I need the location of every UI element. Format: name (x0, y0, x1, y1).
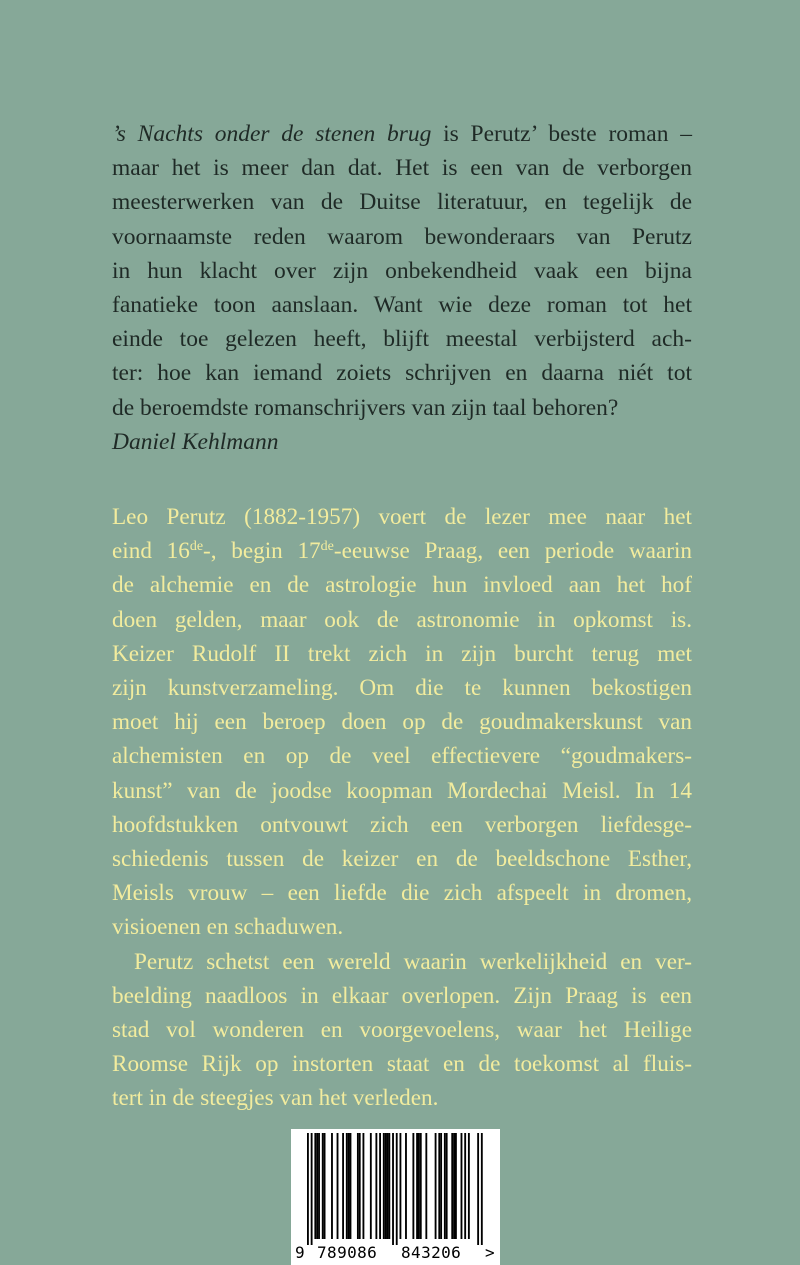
barcode-bar (316, 1133, 318, 1239)
blurb-line: visioenen en schaduwen. (112, 914, 344, 941)
quote-author: Daniel Kehlmann (112, 428, 279, 455)
barcode-bar (444, 1133, 446, 1239)
review-quote (112, 117, 692, 459)
blurb-line: Keizer Rudolf II trekt zich in zijn burcht terug met (112, 640, 692, 667)
barcode-bar (392, 1133, 394, 1245)
barcode-quiet-zone-mark: > (485, 1243, 496, 1262)
barcode-bar (383, 1133, 385, 1239)
barcode-bar (446, 1133, 448, 1239)
barcode-bar (400, 1133, 402, 1239)
barcode-bar (318, 1133, 320, 1239)
blurb-line: hoofdstukken ontvouwt zich een verborgen liefdesge- (112, 811, 692, 838)
barcode-bar (396, 1133, 398, 1245)
barcode-bar (337, 1133, 339, 1239)
barcode-bar (468, 1133, 470, 1239)
barcode-bar (342, 1133, 344, 1239)
barcode-bar (455, 1133, 457, 1239)
barcode-bar (346, 1133, 348, 1239)
blurb-line: doen gelden, maar ook de astronomie in opkomst is. (112, 606, 692, 633)
barcode-bar (461, 1133, 463, 1239)
isbn-barcode (291, 1129, 500, 1265)
book-description (112, 500, 692, 1116)
barcode-bar (435, 1133, 437, 1239)
quote-line: fanatieke toon aanslaan. Want wie deze roman tot het (112, 292, 692, 319)
barcode-bar (375, 1133, 377, 1239)
blurb-line: Roomse Rijk op instorten staat en de toekomst al fluis- (112, 1051, 692, 1078)
blurb-line: schiedenis tussen de keizer en de beeldschone Esther, (112, 846, 692, 873)
barcode-bar (453, 1133, 455, 1239)
superscript-ordinal: de (189, 539, 204, 555)
barcode-bar (311, 1133, 313, 1245)
blurb-line: Meisls vrouw – een liefde die zich afspeelt in dromen, (112, 880, 692, 907)
barcode-bar (438, 1133, 440, 1239)
isbn-digits-right: 843206 (401, 1243, 462, 1262)
barcode-bar (405, 1133, 407, 1239)
quote-line: ter: hoe kan iemand zoiets schrijven en daarna niét tot (112, 360, 692, 387)
barcode-bar (379, 1133, 381, 1239)
barcode-bar (307, 1133, 309, 1245)
blurb-line: eind 16de-, begin 17de-eeuwse Praag, een periode waarin (112, 538, 693, 565)
book-title-italic: ’s Nachts onder de stenen brug (112, 121, 432, 147)
blurb-line: kunst” van de joodse koopman Mordechai Meisl. In 14 (112, 777, 692, 804)
barcode-bar (314, 1133, 316, 1239)
barcode-bar (451, 1133, 453, 1239)
quote-line: voornaamste reden waarom bewonderaars van Perutz (112, 223, 692, 250)
barcode-bar (416, 1133, 418, 1239)
barcode-bar (420, 1133, 422, 1239)
superscript-ordinal: de (320, 539, 334, 555)
barcode-bar (425, 1133, 427, 1239)
barcode-bar (359, 1133, 361, 1239)
barcode-bar (440, 1133, 442, 1239)
blurb-line: beelding naadloos in elkaar overlopen. Zijn Praag is een (112, 982, 692, 1009)
barcode-bar (322, 1133, 324, 1239)
blurb-line: zijn kunstverzameling. Om die te kunnen bekostigen (112, 675, 692, 702)
quote-line: einde toe gelezen heeft, blijft meestal verbijsterd ach- (112, 326, 692, 353)
barcode-bar (331, 1133, 333, 1239)
barcode-bar (370, 1133, 372, 1239)
barcode-bar (388, 1133, 390, 1239)
blurb-line: moet hij een beroep doen op de goudmakerskunst van (112, 709, 692, 736)
blurb-line: Perutz schetst een wereld waarin werkelijkheid en ver- (134, 948, 692, 975)
quote-line: meesterwerken van de Duitse literatuur, en tegelijk de (112, 189, 692, 216)
quote-line: maar het is meer dan dat. Het is een van de verborgen (112, 155, 692, 182)
blurb-line: alchemisten en op de veel effectievere “goudmakers- (112, 743, 692, 770)
isbn-digit-first: 9 (295, 1243, 306, 1262)
blurb-line: tert in de steegjes van het verleden. (112, 1085, 439, 1112)
barcode-bar (481, 1133, 483, 1245)
blurb-line: de alchemie en de astrologie hun invloed aan het hof (112, 572, 692, 599)
quote-line: ’s Nachts onder de stenen brug is Perutz’ beste roman – (112, 121, 692, 147)
barcode-bar (348, 1133, 350, 1239)
barcode-bar (418, 1133, 420, 1239)
isbn-digits (291, 1243, 500, 1263)
quote-line: de beroemdste romanschrijvers van zijn taal behoren? (112, 394, 619, 421)
quote-line: in hun klacht over zijn onbekendheid vaak een bijna (112, 257, 692, 284)
barcode-bar (464, 1133, 466, 1239)
barcode-bar (357, 1133, 359, 1239)
barcode-bar (363, 1133, 365, 1239)
isbn-digits-left: 789086 (317, 1243, 378, 1262)
barcode-bar (324, 1133, 326, 1239)
barcode-bar (385, 1133, 387, 1239)
barcode-bar (477, 1133, 479, 1245)
barcode-bar (387, 1133, 389, 1239)
blurb-line: stad vol wonderen en voorgevoelens, waar het Heilige (112, 1017, 692, 1044)
barcode-bar (412, 1133, 414, 1239)
blurb-line: Leo Perutz (1882-1957) voert de lezer mee naar het (112, 504, 692, 530)
barcode-bar (350, 1133, 352, 1239)
